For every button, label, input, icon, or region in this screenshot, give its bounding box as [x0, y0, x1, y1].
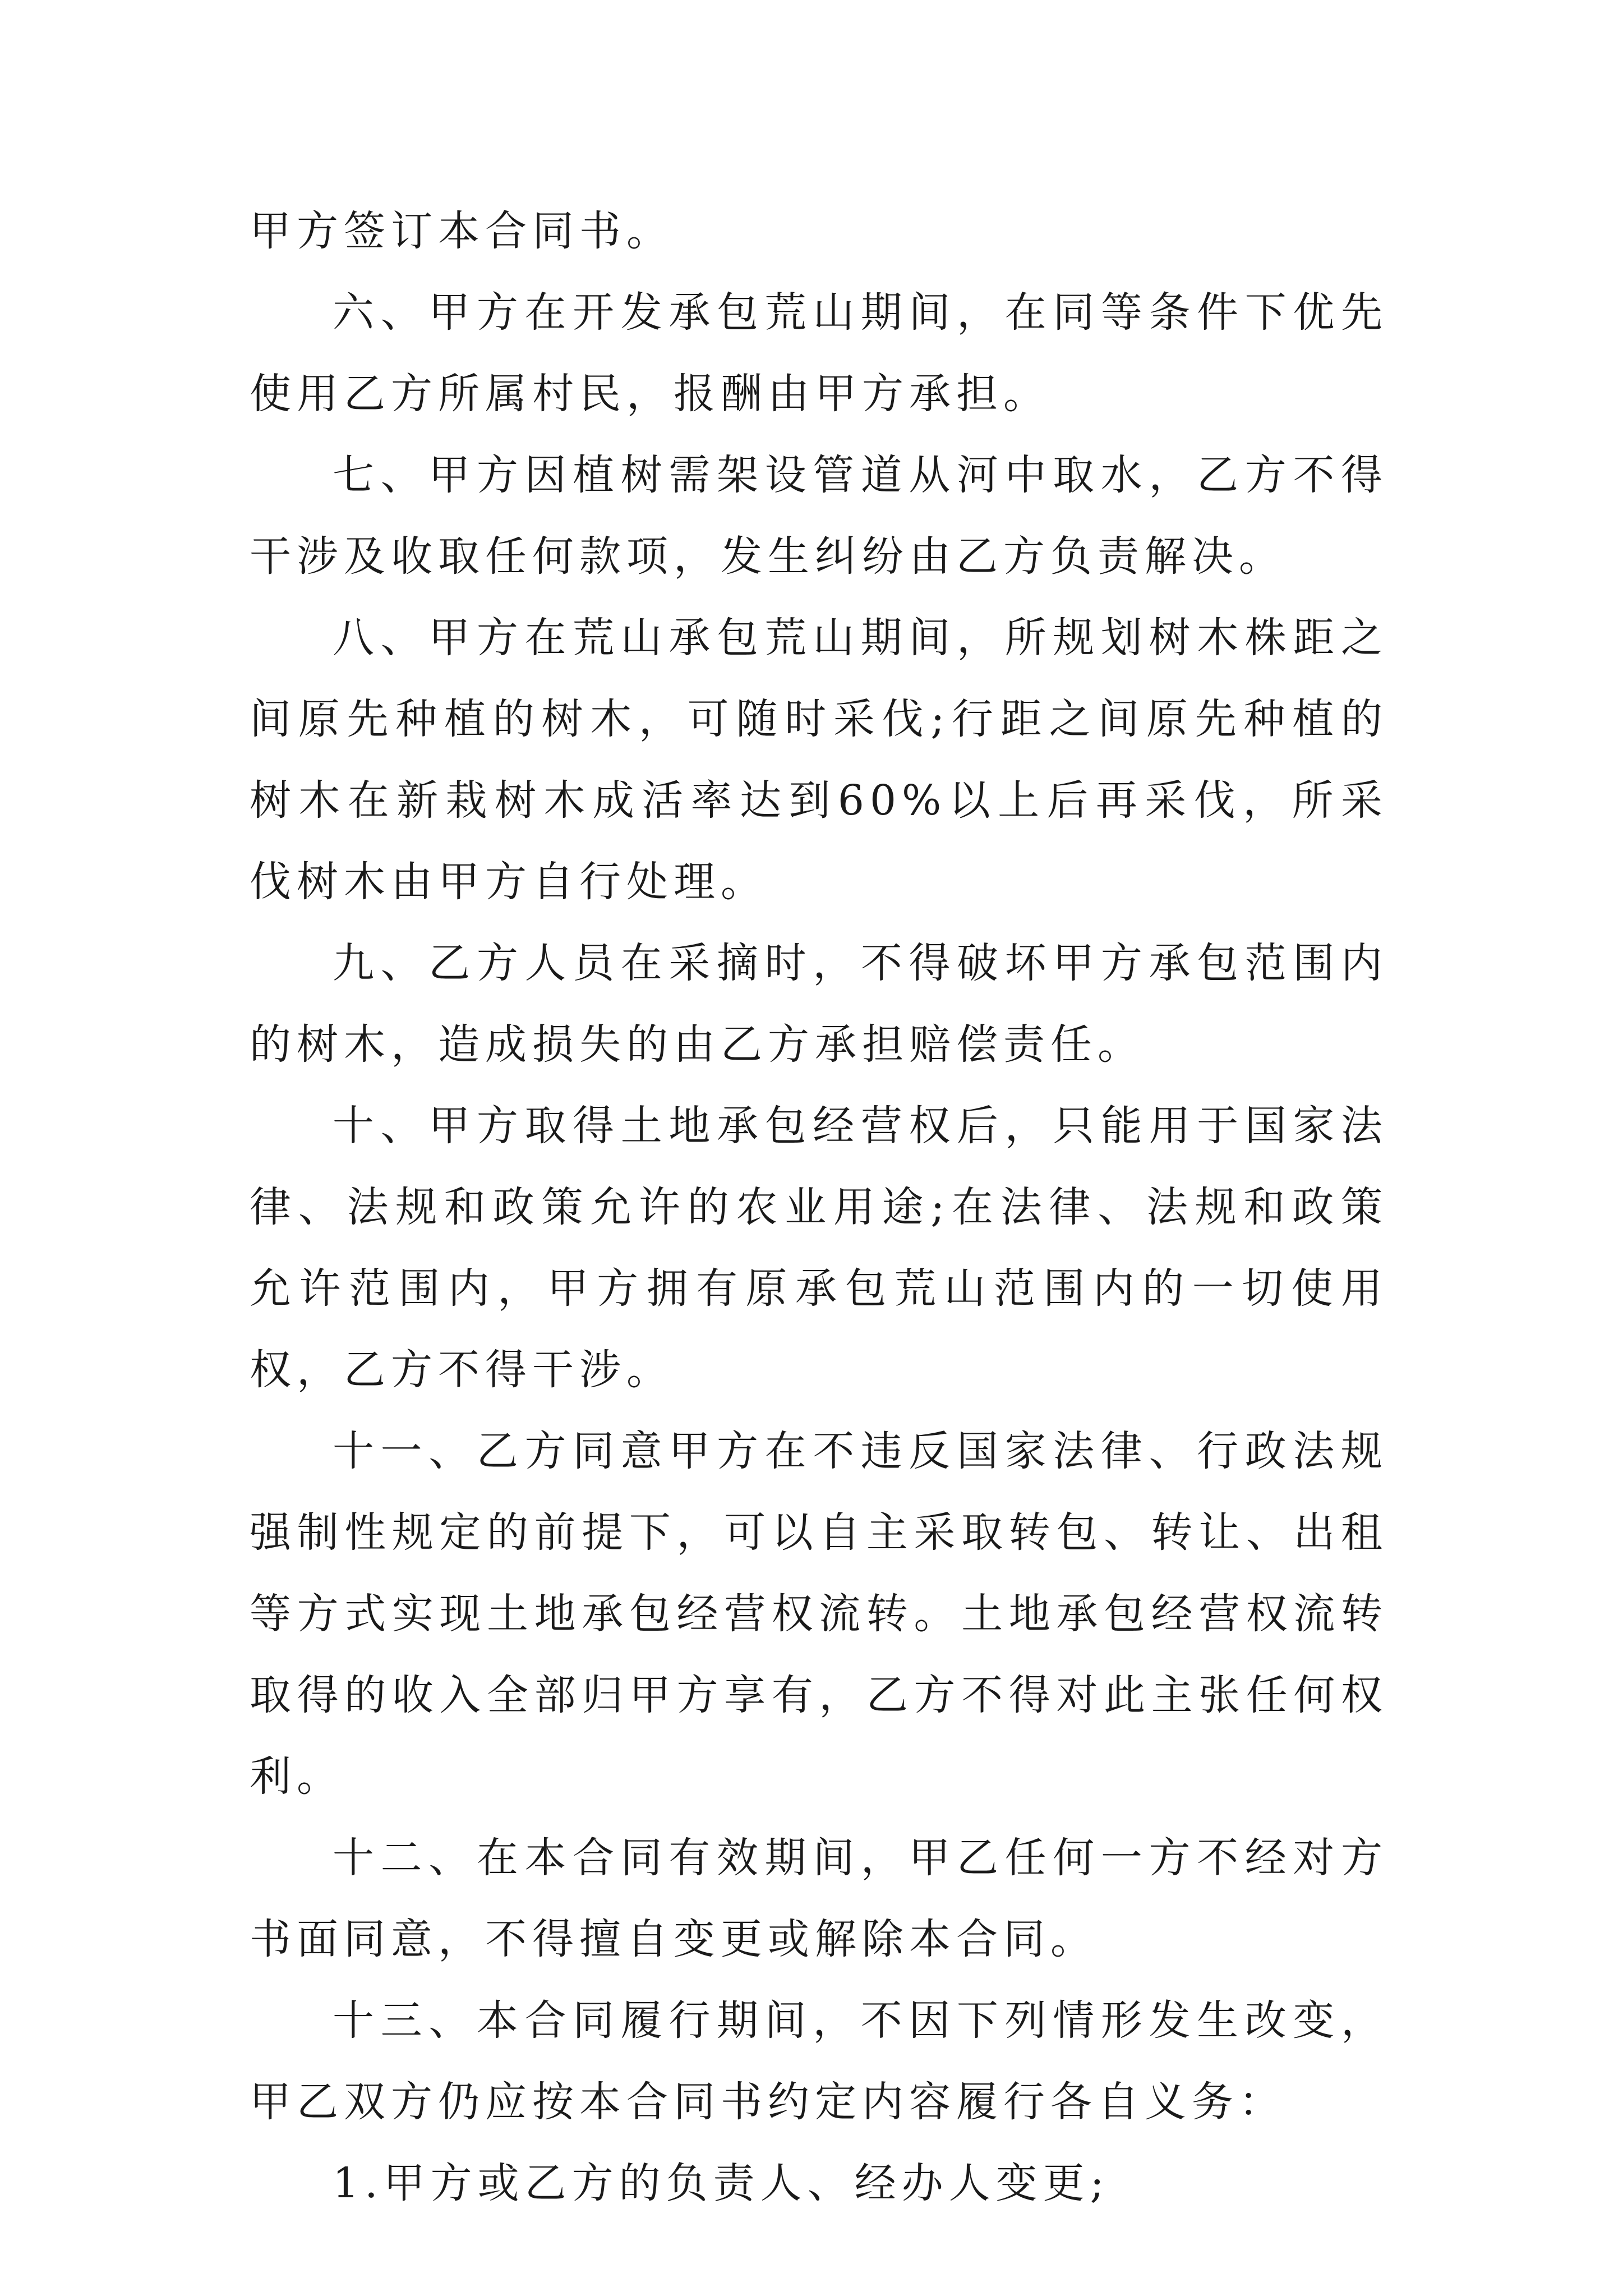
clause-8: 八、甲方在荒山承包荒山期间，所规划树木株距之间原先种植的树木，可随时采伐;行距之间原先种植的树木在新栽树木成活率达到60%以上后再采伐，所采伐树木由甲方自行处理。: [250, 614, 1388, 906]
clause-9: 九、乙方人员在采摘时，不得破坏甲方承包范围内的树木，造成损失的由乙方承担赔偿责任。: [250, 939, 1388, 1069]
paragraph-continuation: 甲方签订本合同书。: [250, 207, 674, 255]
clause-13-item-1: 1.甲方或乙方的负责人、经办人变更;: [333, 2159, 1110, 2207]
clause-6: 六、甲方在开发承包荒山期间，在同等条件下优先使用乙方所属村民，报酬由甲方承担。: [250, 288, 1388, 418]
document-body: [250, 191, 1388, 2224]
clause-12: 十二、在本合同有效期间，甲乙任何一方不经对方书面同意，不得擅自变更或解除本合同。: [250, 1834, 1388, 1963]
clause-11: 十一、乙方同意甲方在不违反国家法律、行政法规强制性规定的前提下，可以自主采取转包、转让、出租等方式实现土地承包经营权流转。土地承包经营权流转取得的收入全部归甲方享有，乙方不得对此主张任何权利。: [250, 1427, 1388, 1801]
clause-13: 十三、本合同履行期间，不因下列情形发生改变，甲乙双方仍应按本合同书约定内容履行各自义务：: [250, 1996, 1388, 2126]
clause-7: 七、甲方因植树需架设管道从河中取水，乙方不得干涉及收取任何款项，发生纠纷由乙方负责解决。: [250, 451, 1388, 581]
clause-10: 十、甲方取得土地承包经营权后，只能用于国家法律、法规和政策允许的农业用途;在法律、法规和政策允许范围内，甲方拥有原承包荒山范围内的一切使用权，乙方不得干涉。: [250, 1102, 1388, 1394]
